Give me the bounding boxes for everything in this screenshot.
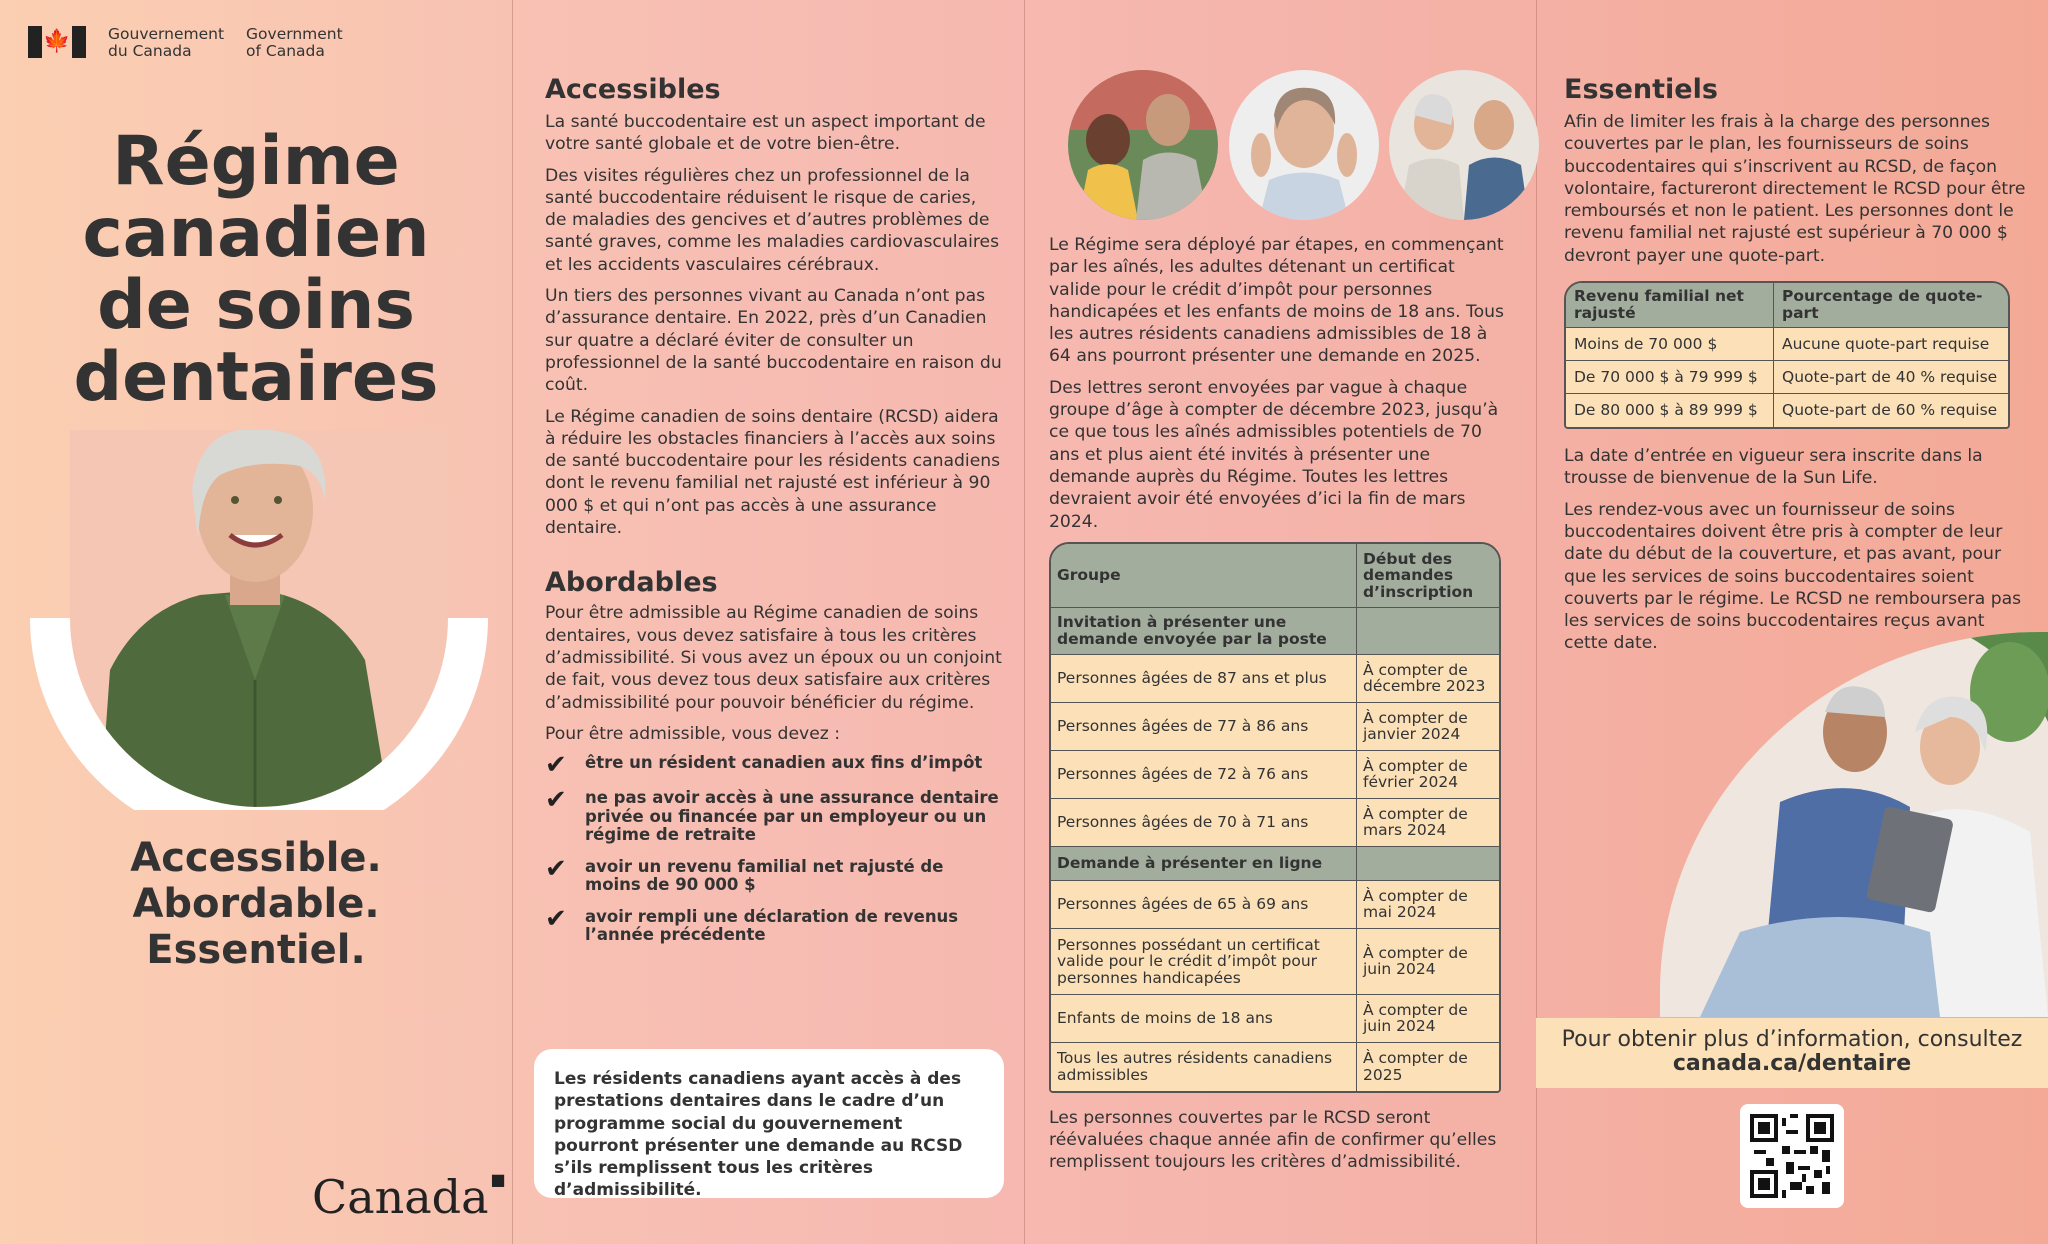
table-row: Personnes âgées de 70 à 71 ans À compter de mars 2024 (1051, 799, 1499, 847)
paragraph: Le Régime canadien de soins dentaire (RCSD) aidera à réduire les obstacles financiers à l’accès aux soins de santé buccodentaire pour les résidents canadiens dont le revenu familial net rajusté est inférieur à 90 000 $ et qui n’ont pas accès à une assurance dentaire. (545, 406, 1001, 539)
paragraph: Pour être admissible au Régime canadien de soins dentaires, vous devez satisfaire à tous les critères d’admissibilité. Si vous avez un époux ou un conjoint de fait, vous devez tous deux satisfaire aux critères d’admissibilité pour pouvoir bénéficier du régime. (545, 603, 1002, 713)
checkmark-icon: ✔ (545, 903, 567, 934)
table-section-row (1051, 847, 1499, 881)
accessibles-body (545, 111, 1002, 539)
couple-tablet-photo (1660, 632, 2048, 1017)
paragraph: La santé buccodentaire est un aspect important de votre santé globale et de votre bien-être. (545, 112, 986, 155)
table-row: Personnes âgées de 65 à 69 ans À compter de mai 2024 (1051, 881, 1499, 929)
government-signature (28, 26, 343, 60)
checkmark-icon: ✔ (545, 750, 567, 781)
qr-code-icon[interactable] (1740, 1104, 1844, 1208)
table-row: Tous les autres résidents canadiens admissibles À compter de 2025 (1051, 1043, 1499, 1091)
canada-wordmark: Canada ■ (312, 1170, 506, 1224)
essentiels-panel (1536, 0, 2048, 1244)
table-row: Personnes âgées de 77 à 86 ans À compter de janvier 2024 (1051, 703, 1499, 751)
cover-panel (0, 0, 512, 1244)
table-row: Personnes possédant un certificat valide pour le crédit d’impôt pour personnes handicapées À compter de juin 2024 (1051, 929, 1499, 995)
rollout-table (1049, 542, 1501, 1093)
checkmark-icon: ✔ (545, 785, 567, 816)
paragraph: Pour être admissible, vous devez : (545, 723, 841, 744)
paragraph: Les rendez-vous avec un fournisseur de soins buccodentaires doivent être pris à compter de leur date du début de la couverture, et pas avant, pour que les services de soins buccodentaires soient couverts par le régime. Le RCSD ne remboursera pas les services de soins buccodentaires reçus avant cette date. (1564, 499, 2022, 654)
abordables-heading: Abordables (545, 567, 718, 599)
abordables-body (545, 602, 1002, 745)
canada-flag-icon: 🍁 (28, 26, 86, 58)
essentiels-heading: Essentiels (1564, 74, 1718, 105)
table-row: Personnes âgées de 72 à 76 ans À compter de février 2024 (1051, 751, 1499, 799)
table-section-label: Demande à présenter en ligne (1051, 847, 1357, 881)
copay-table (1564, 281, 2010, 429)
table-row: Moins de 70 000 $ Aucune quote-part requise (1566, 328, 2008, 361)
table-row: Personnes âgées de 87 ans et plus À compter de décembre 2023 (1051, 655, 1499, 703)
table-header: Revenu familial net rajusté (1566, 283, 1774, 328)
criteria-item: ✔ ne pas avoir accès à une assurance dentaire privée ou financée par un employeur ou un régime de retraite (545, 785, 999, 845)
paragraph: Des visites régulières chez un professionnel de la santé buccodentaire réduisent le risque de caries, de maladies des gencives et d’autres problèmes de santé graves, comme les maladies cardiovasculaires et les accidents vasculaires cérébraux. (545, 165, 1000, 275)
seniors-walking-photo (1068, 70, 1218, 220)
paragraph: Le Régime sera déployé par étapes, en commençant par les aînés, les adultes détenant un certificat valide pour le crédit d’impôt pour personnes handicapées et les enfants de moins de 18 ans. Tous les autres résidents canadiens admissibles de 18 à 64 ans pourront présenter une demande en 2025. (1049, 235, 1504, 367)
senior-photos (1044, 70, 1524, 220)
table-header: Pourcentage de quote-part (1774, 283, 2008, 328)
slogan: Accessible. Abordable. Essentiel. (130, 835, 382, 973)
table-section-label: Invitation à présenter une demande envoyée par la poste (1051, 608, 1357, 655)
accessibles-heading: Accessibles (545, 74, 721, 105)
checkmark-icon: ✔ (545, 853, 567, 884)
wordmark-flag-icon: ■ (490, 1170, 506, 1189)
criteria-list (545, 750, 1002, 945)
more-info-text: Pour obtenir plus d’information, consultez (1561, 1027, 2023, 1052)
senior-woman-photo (1229, 70, 1379, 220)
table-row: Enfants de moins de 18 ans À compter de juin 2024 (1051, 995, 1499, 1043)
table-row: De 70 000 $ à 79 999 $ Quote-part de 40 % requise (1566, 361, 2008, 394)
table-header: Début des demandes d’inscription (1357, 544, 1499, 608)
main-title: Régime canadien de soins dentaires (73, 122, 439, 417)
table-row: De 80 000 $ à 89 999 $ Quote-part de 60 % requise (1566, 394, 2008, 427)
more-info-link[interactable]: canada.ca/dentaire (1672, 1051, 1912, 1076)
essentiels-intro: Afin de limiter les frais à la charge des personnes couvertes par le plan, les fournisseurs de soins buccodentaires qui s’inscrivent au RCSD, de façon volontaire, factureront directement le RCSD pour être remboursés et non le patient. Les personnes dont le revenu familial net rajusté est supérieur à 70 000 $ devront payer une quote-part. (1564, 112, 2026, 266)
rollout-panel (1024, 0, 1536, 1244)
paragraph: Des lettres seront envoyées par vague à chaque groupe d’âge à compter de décembre 2023, jusqu’à ce que tous les aînés admissibles potentiels de 70 ans et plus aient été invités à présenter une demande auprès du Régime. Toutes les lettres devraient avoir été envoyées d’ici la fin de mars 2024. (1049, 377, 1499, 532)
government-en: Government of Canada (246, 25, 343, 60)
table-section-row (1051, 608, 1499, 655)
criteria-item: ✔ avoir rempli une déclaration de revenus l’année précédente (545, 903, 959, 945)
essentiels-body (1564, 445, 2028, 655)
criteria-item: ✔ être un résident canadien aux fins d’impôt (545, 750, 983, 781)
table-header: Groupe (1051, 544, 1357, 608)
cover-portrait-photo (30, 430, 488, 810)
reassessment-note: Les personnes couvertes par le RCSD seront réévaluées chaque année afin de confirmer qu’elles remplissent toujours les critères d’admissibilité. (1049, 1107, 1497, 1173)
table-header-row (1051, 544, 1499, 608)
social-program-note: Les résidents canadiens ayant accès à des prestations dentaires dans le cadre d’un programme social du gouvernement pourront présenter une demande au RCSD s’ils remplissent tous les critères d’admissibilité. (534, 1049, 1004, 1198)
senior-couple-photo (1389, 70, 1539, 220)
paragraph: La date d’entrée en vigueur sera inscrite dans la trousse de bienvenue de la Sun Life. (1564, 446, 1983, 489)
criteria-item: ✔ avoir un revenu familial net rajusté de moins de 90 000 $ (545, 853, 944, 895)
rollout-body (1049, 234, 1511, 533)
accessibles-panel (512, 0, 1024, 1244)
more-info-band (1536, 1018, 2048, 1088)
table-header-row (1566, 283, 2008, 328)
government-fr: Gouvernement du Canada (108, 25, 225, 60)
paragraph: Un tiers des personnes vivant au Canada n’ont pas d’assurance dentaire. En 2022, près d’un Canadien sur quatre a déclaré éviter de consulter un professionnel de la santé buccodentaire en raison du coût. (545, 286, 1002, 396)
